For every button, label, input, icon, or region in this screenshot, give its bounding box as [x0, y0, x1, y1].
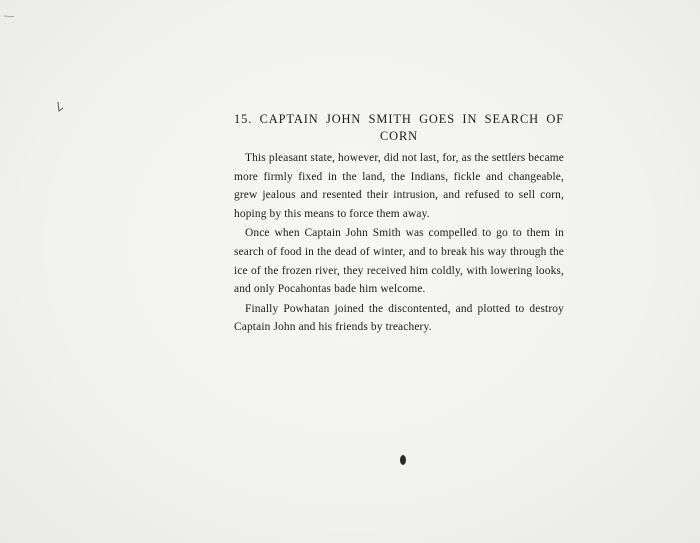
paragraph-3: Finally Powhatan joined the discontented, and plotted to destroy Captain John and his friends by treachery. — [234, 302, 564, 334]
chapter-title-line-2: CORN — [379, 129, 419, 143]
text-block — [234, 111, 564, 337]
ink-blot — [400, 455, 406, 465]
corner-scratch — [4, 15, 14, 17]
paragraph-2: Once when Captain John Smith was compelled to go to them in search of food in the dead of winter, and to break his way through the ice of the frozen river, they received him coldly, with lowering looks, and only Pocahontas bade him welcome. — [234, 227, 564, 296]
pencil-tick-mark — [57, 102, 64, 114]
chapter-title — [234, 111, 564, 145]
chapter-title-line-1: 15. CAPTAIN JOHN SMITH GOES IN SEARCH OF — [234, 112, 564, 126]
paragraph-1: This pleasant state, however, did not last, for, as the settlers became more firmly fixed in the land, the Indians, fickle and changeable, grew jealous and resented their intrusion, and refused to sell corn, hoping by this means to force them away. — [234, 152, 564, 220]
